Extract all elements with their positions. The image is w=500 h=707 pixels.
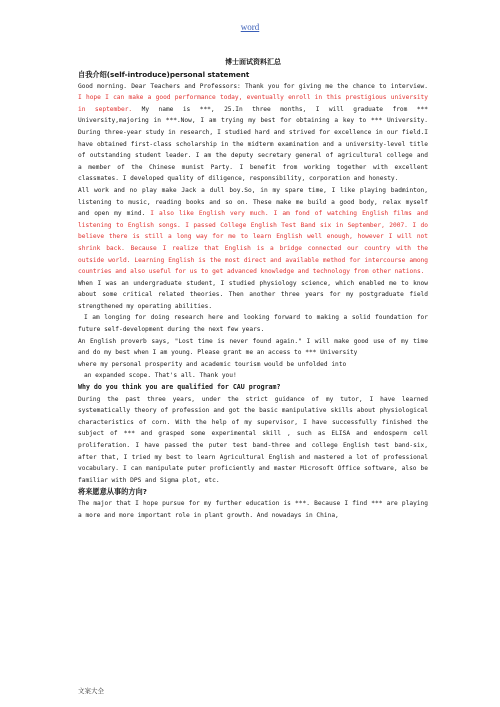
paragraph-closing-a: where my personal prosperity and academic tourism would be unfolded into	[78, 360, 347, 368]
background-text: My name is ***, 25.In three months, I will graduate from *** University,majoring in ***.Now, I am trying my best for obtaining a key to *** University. During three-year study in research, I studied hard and strived for excellence in our field.I have obtained first-class scholarship in the midterm examination and a university-level title of outstanding student leader. I am the deputy secretary general of agricultural college and a member of the Chinese munist Party. I benefit from working together with excellent classmates. I developed quality of diligence, responsibility, corporation and honesty.	[78, 105, 428, 183]
document-title: 博士面试资料汇总	[225, 58, 281, 66]
highlight-text: I hope I can make a good performance today, eventually enroll in this prestigious university in september.	[78, 94, 428, 113]
paragraph-greeting	[78, 81, 428, 185]
document-header-link[interactable]: word	[240, 22, 260, 32]
paragraph-research: I am longing for doing research here and looking forward to making a solid foundation for future self-development during the next few years.	[78, 314, 428, 334]
paragraph-closing-b: an expanded scope. That's all. Thank you!	[84, 372, 237, 380]
question-direction-heading: 将来愿意从事的方向?	[78, 487, 147, 497]
english-highlight-text: I also like English very much. I am fond of watching English films and listening to English songs. I passed College English Test Band six in September, 2007. I do believe there is still a long way for me to learn English well enough, however I will not shrink back. Because I realize that English is a bridge connected our country with the outside world. Learning English is the most direct and available method for intercourse among countries and also useful for us to get advanced knowledge and technology from other nations.	[78, 210, 428, 276]
document-body	[78, 52, 428, 521]
paragraph-direction: The major that I hope pursue for my further education is ***. Because I find *** are playing a more and more important role in plant growth. And nowadays in China,	[78, 499, 428, 519]
paragraph-study: When I was an undergraduate student, I studied physiology science, which enabled me to know about some critical related theories. Then another three years for my postgraduate field strengthened my operating abilities.	[78, 279, 428, 310]
question-qualified-heading: Why do you think you are qualified for CAU program?	[78, 383, 281, 392]
hobbies-text: All work and no play make Jack a dull boy.So, in my spare time, I like playing badminton, listening to music, reading books and so on. These make me build a good body, relax myself and open my mind.	[78, 186, 428, 218]
paragraph-qualifications: During the past three years, under the strict guidance of my tutor, I have learned systematically theory of profession and got the basic manipulative skills about physiological characteristics of corn. With the help of my supervisor, I have successfully finished the subject of *** and grasped some experimental skill , such as ELISA and endosperm cell proliferation. I have passed the puter test band-three and college English test band-six, after that, I tried my best to learn Agricultural English and mastered a lot of professional vocabulary. I can manipulate puter proficiently and master Microsoft Office software, also be familiar with DPS and Sigma plot, etc.	[78, 395, 428, 484]
paragraph-proverb: An English proverb says, "Lost time is never found again." I will make good use of my time and do my best when I am young. Please grant me an access to *** University	[78, 337, 428, 357]
greeting-text: Good morning. Dear Teachers and Professors: Thank you for giving me the chance to interview.	[78, 82, 428, 90]
paragraph-hobbies	[78, 185, 428, 278]
page-footer: 文案大全	[78, 687, 104, 695]
intro-heading: 自我介绍(self-introduce)personal statement	[78, 70, 250, 79]
